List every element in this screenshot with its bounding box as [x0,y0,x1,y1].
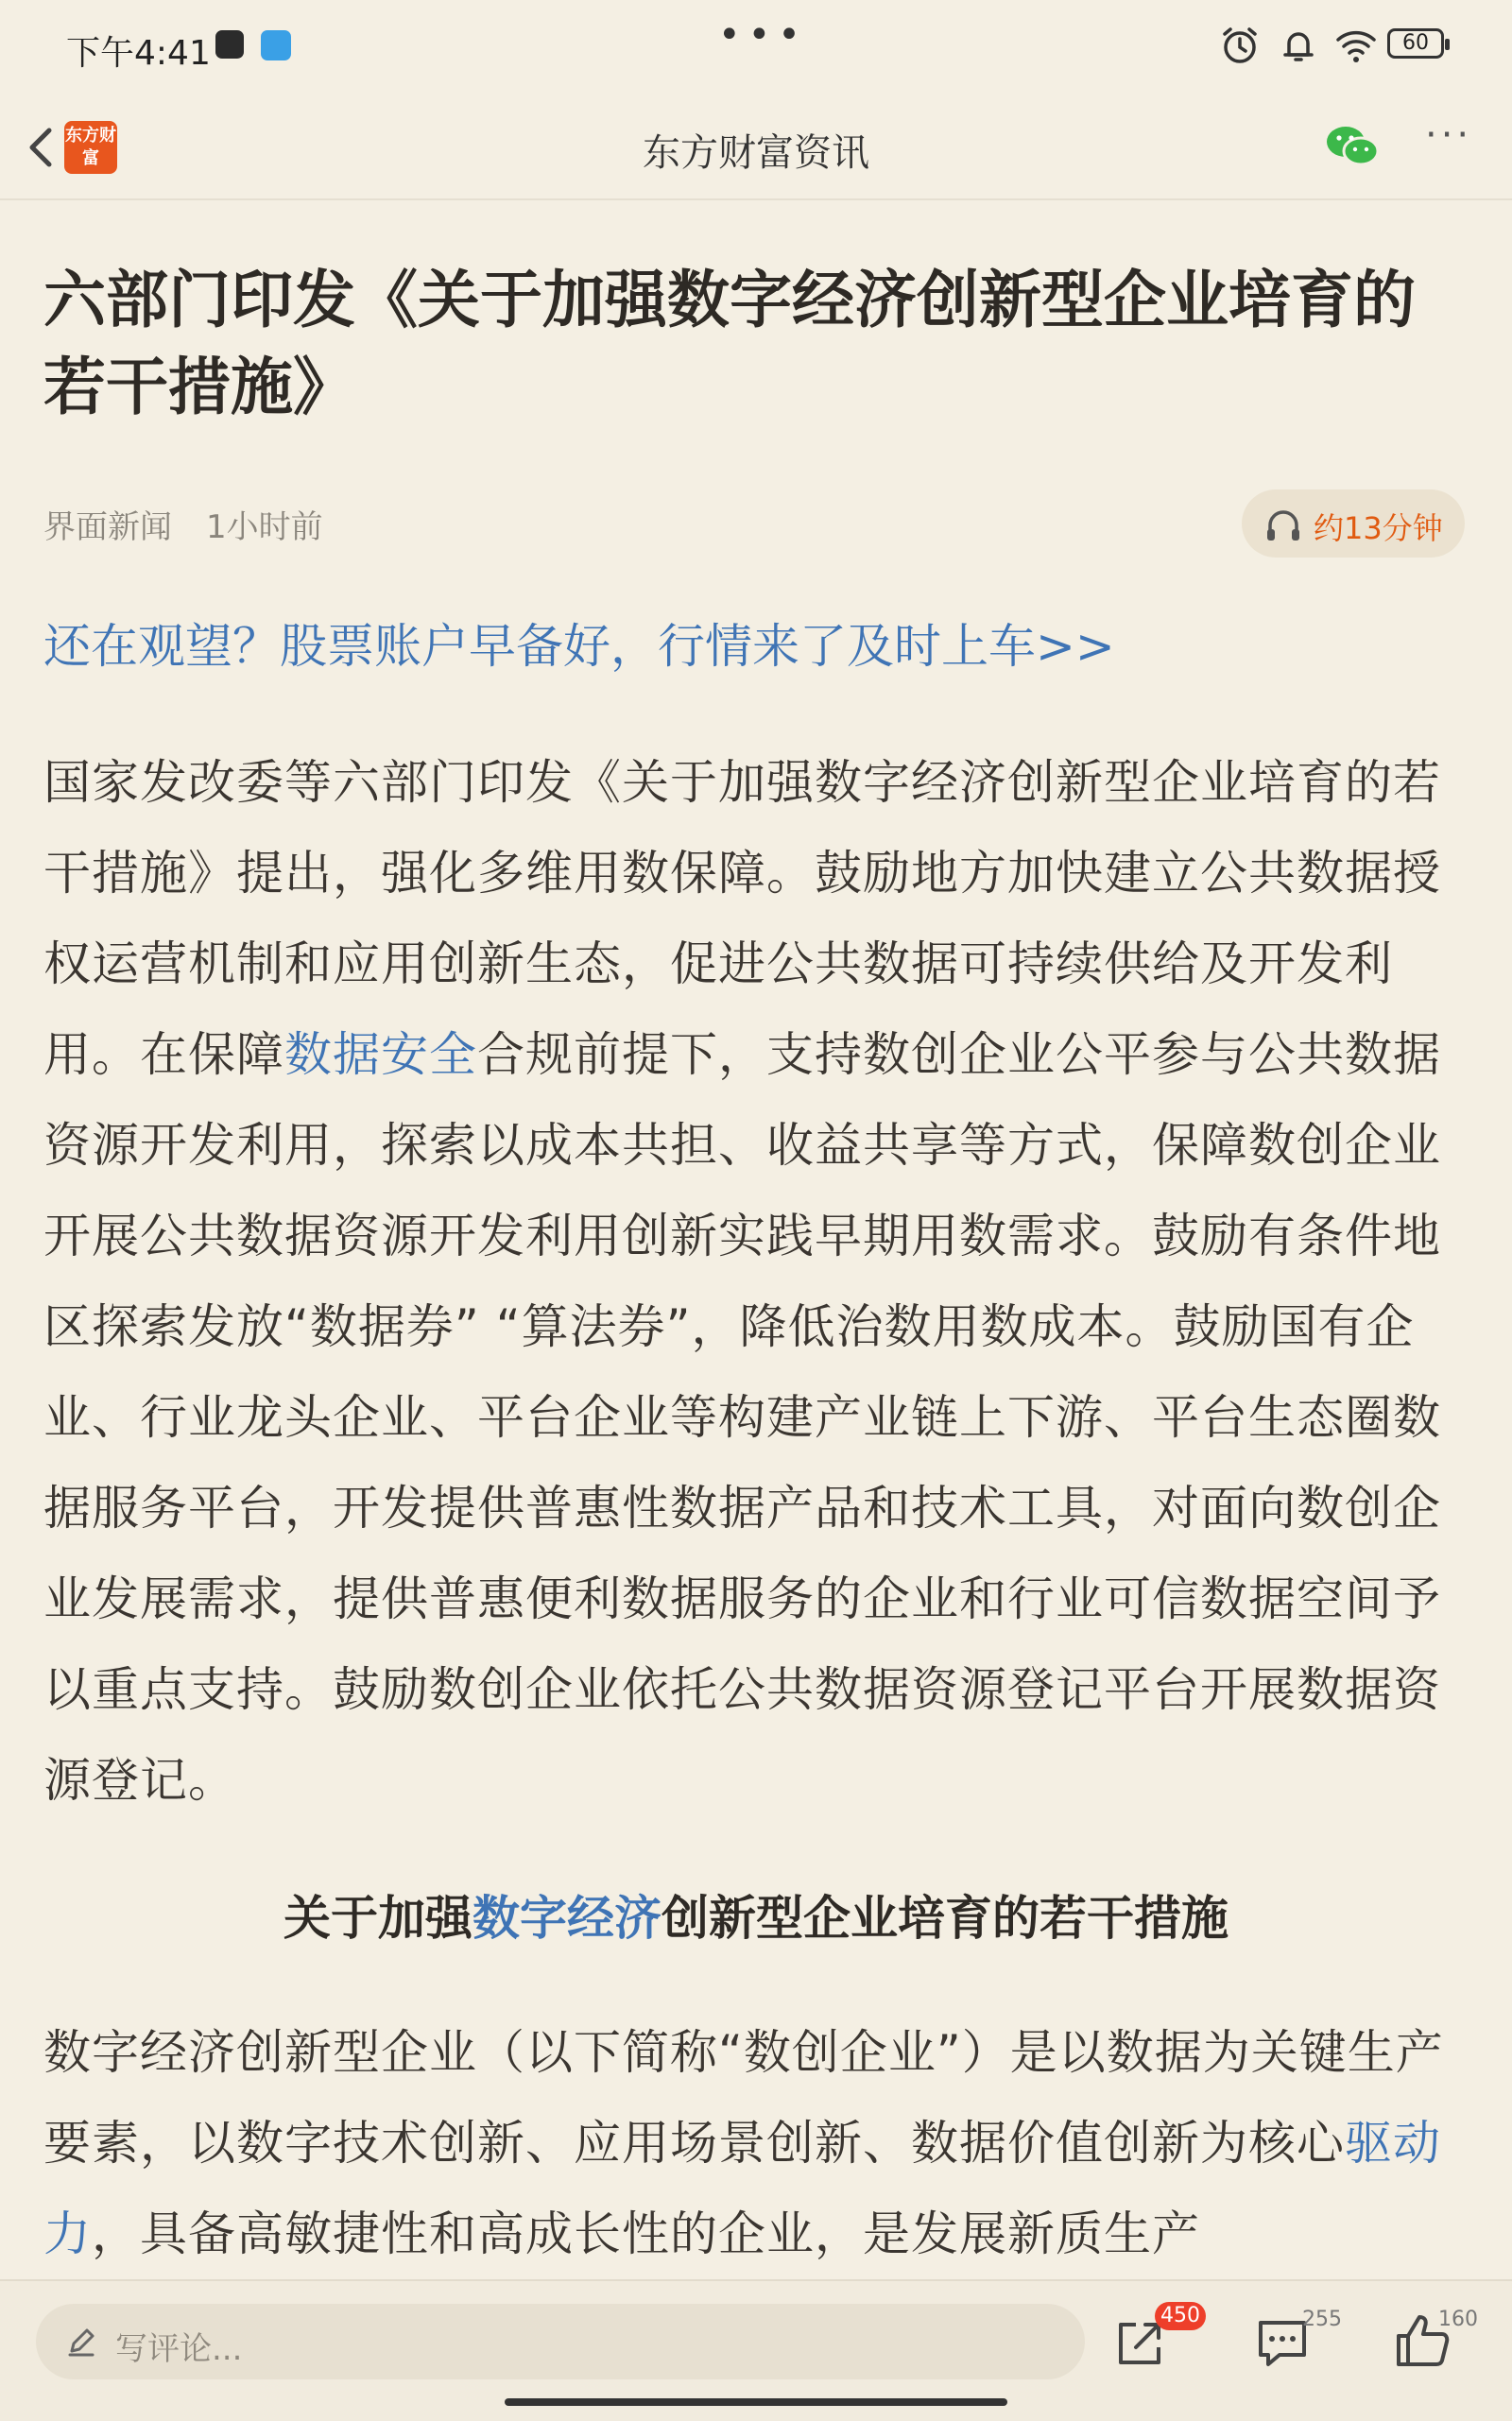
nav-title: 东方财富资讯 [643,131,869,175]
paragraph-text: 合规前提下，支持数创企业公平参与公共数据资源开发利用，探索以成本共担、收益共享等方式，保障数创企业开展公共数据资源开发利用创新实践早期用数需求。鼓励有条件地区探索发放“数据券” “算法券”，降低治数用数成本。鼓励国有企业、行业龙头企业、平台企业等构建产业链上下游、平台生态圈数据服务平台，开发提供普惠性数据产品和技术工具，对面向数创企业发展需求，提供普惠便利数据服务的企业和行业可信数据空间予以重点支持。鼓励数创企业依托公共数据资源登记平台开展数据资源登记。 [43,1027,1441,1808]
bell-icon [1278,25,1319,66]
paragraph-text: 数字经济创新型企业（以下简称“数创企业”）是以数据为关键生产要素，以数字技术创新、应用场景创新、数据价值创新为核心 [43,2025,1444,2171]
share-count-badge: 450 [1155,2302,1206,2330]
multitask-dots-icon[interactable]: ••• [718,13,808,57]
heading-text: 关于加强 [284,1891,472,1946]
keyword-link-data-security[interactable]: 数据安全 [284,1027,477,1082]
heading-text: 创新型企业培育的若干措施 [662,1891,1228,1946]
article-time: 1小时前 [206,508,323,546]
pen-icon [64,2325,98,2359]
alarm-icon [1219,25,1261,66]
battery-indicator: 60 [1387,28,1444,59]
status-bar [0,0,1512,94]
keyword-link-digital-economy[interactable]: 数字经济 [472,1891,662,1946]
article-source[interactable]: 界面新闻 [43,508,172,546]
listen-duration: 约13分钟 [1314,510,1443,546]
status-time: 下午4:41 [66,34,211,73]
comment-placeholder: 写评论... [115,2330,243,2368]
section-heading [0,1880,1512,1949]
notification-app-icon [215,30,244,59]
article-paragraph [43,737,1470,1826]
comment-count: 255 [1302,2308,1342,2331]
comment-input[interactable] [36,2304,1085,2379]
wifi-icon [1334,25,1378,66]
keyword-link-driving-force[interactable]: 驱动力 [43,2116,1441,2261]
top-nav-bar [0,94,1512,200]
home-indicator[interactable] [505,2398,1007,2406]
paragraph-text: 国家发改委等六部门印发《关于加强数字经济创新型企业培育的若干措施》提出，强化多维用数保障。鼓励地方加快建立公共数据授权运营机制和应用创新生态，促进公共数据可持续供给及开发利用。在保障 [43,755,1441,1082]
article-paragraph [43,2007,1470,2279]
listen-button[interactable] [1242,489,1465,558]
paragraph-text: ，具备高敏捷性和高成长性的企业，是发展新质生产 [92,2206,1200,2261]
app-logo: 东方财富 [64,121,117,174]
notification-app-icon [261,30,291,60]
headphones-icon [1264,508,1302,542]
promo-link[interactable]: 还在观望？股票账户早备好，行情来了及时上车>> [43,619,1115,674]
like-count: 160 [1438,2308,1478,2331]
article-headline: 六部门印发《关于加强数字经济创新型企业培育的若干措施》 [43,264,1416,423]
wechat-icon[interactable] [1323,121,1383,174]
more-icon[interactable]: ··· [1425,113,1473,157]
